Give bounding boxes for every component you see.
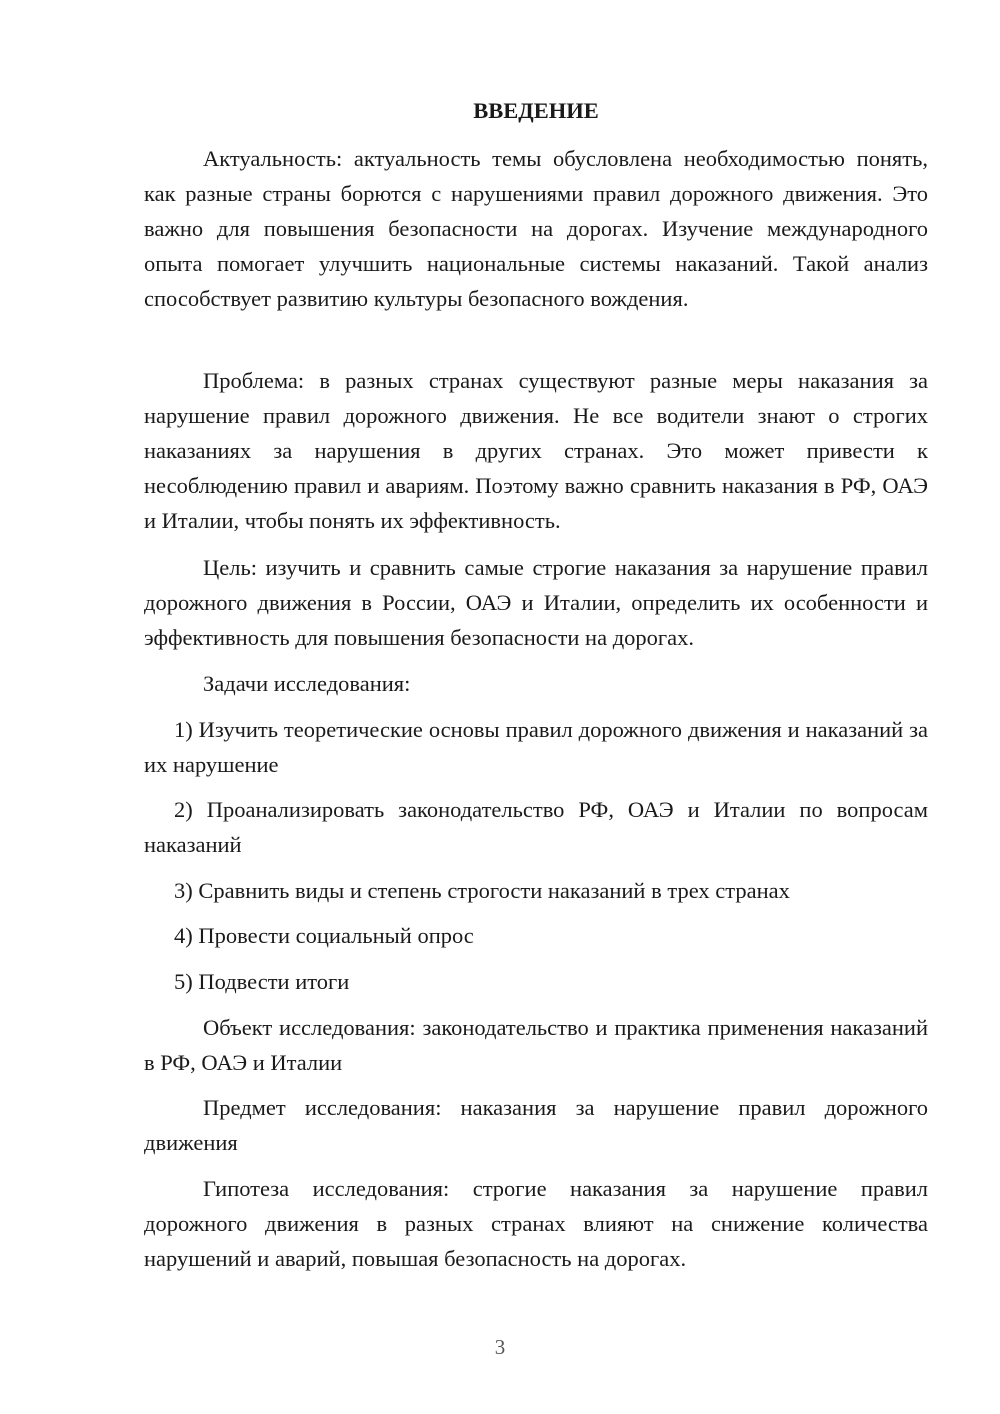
task-item-4: 4) Провести социальный опрос — [174, 923, 474, 948]
paragraph-hypothesis: Гипотеза исследования: строгие наказания за нарушение правил дорожного движения в разных странах влияют на снижение количества нарушений и аварий, повышая безопасность на дорогах. — [144, 1176, 928, 1271]
task-item-3: 3) Сравнить виды и степень строгости наказаний в трех странах — [174, 878, 790, 903]
paragraph-relevance: Актуальность: актуальность темы обусловлена необходимостью понять, как разные страны борются с нарушениями правил дорожного движения. Это важно для повышения безопасности на дорогах. Изучение международного опыта помогает улучшить национальные системы наказаний. Такой анализ способствует развитию культуры безопасного вождения. — [144, 146, 928, 311]
section-heading: ВВЕДЕНИЕ — [473, 98, 599, 123]
page-number: 3 — [494, 1335, 506, 1359]
tasks-heading: Задачи исследования: — [203, 671, 411, 696]
paragraph-object: Объект исследования: законодательство и практика применения наказаний в РФ, ОАЭ и Италии — [144, 1015, 928, 1075]
task-item-2: 2) Проанализировать законодательство РФ, ОАЭ и Италии по вопросам наказаний — [144, 797, 928, 857]
task-item-1: 1) Изучить теоретические основы правил дорожного движения и наказаний за их нарушение — [144, 717, 928, 777]
paragraph-subject: Предмет исследования: наказания за нарушение правил дорожного движения — [144, 1095, 928, 1155]
paragraph-goal: Цель: изучить и сравнить самые строгие наказания за нарушение правил дорожного движения в России, ОАЭ и Италии, определить их особенности и эффективность для повышения безопасности на дорогах. — [144, 555, 928, 650]
paragraph-problem: Проблема: в разных странах существуют разные меры наказания за нарушение правил дорожного движения. Не все водители знают о строгих наказаниях за нарушения в других странах. Это может привести к несоблюдению правил и авариям. Поэтому важно сравнить наказания в РФ, ОАЭ и Италии, чтобы понять их эффективность. — [144, 368, 928, 533]
task-item-5: 5) Подвести итоги — [174, 969, 350, 994]
